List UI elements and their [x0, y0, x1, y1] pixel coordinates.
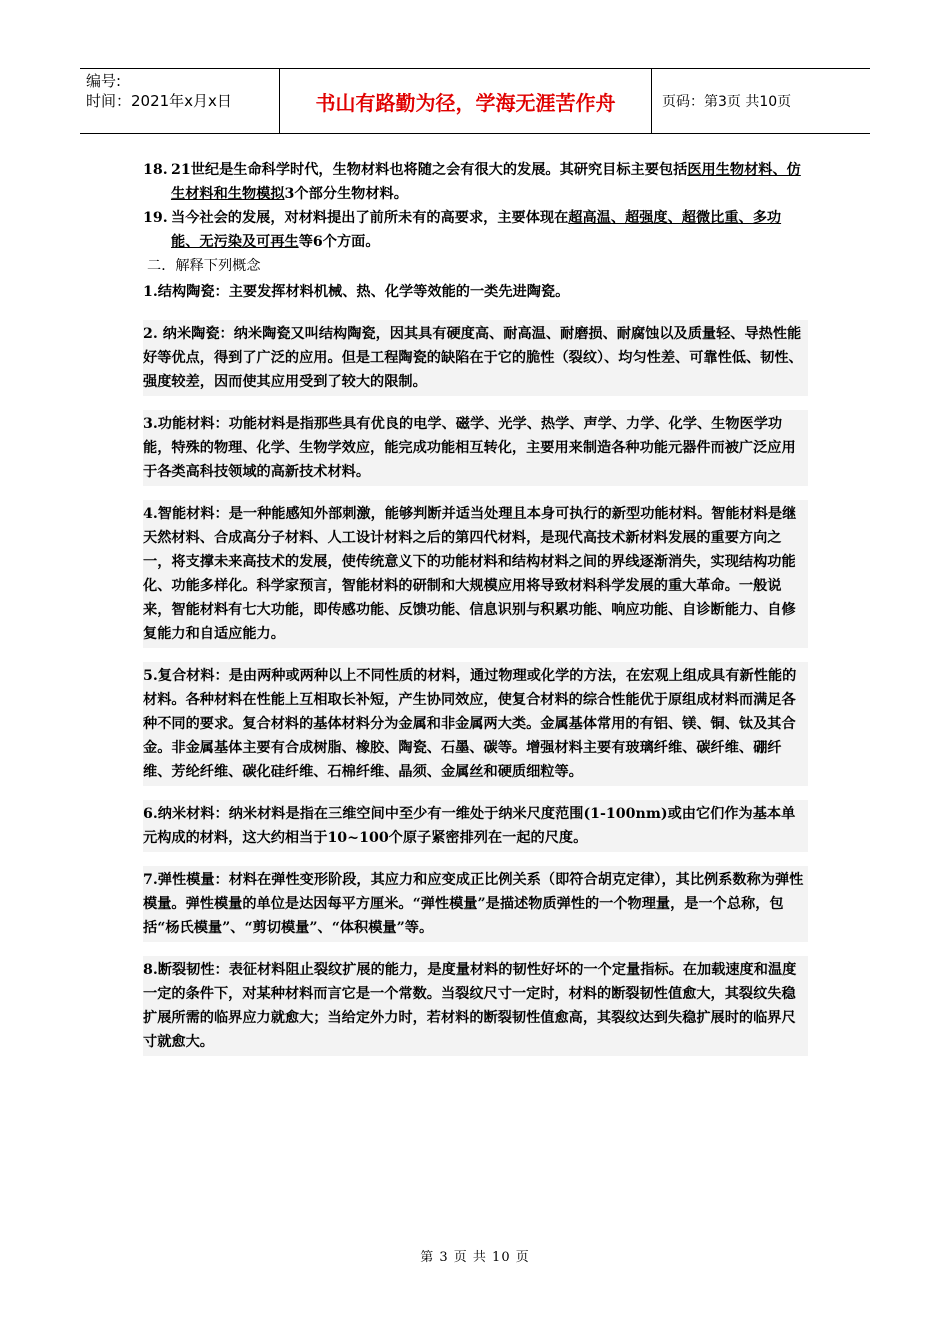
item-text-tail: 3个部分生物材料。: [284, 186, 408, 202]
item-text: [171, 158, 808, 206]
page-footer: 第 3 页 共 10 页: [420, 1250, 530, 1265]
page-header: [80, 68, 870, 134]
concept-nano-ceramics: 2. 纳米陶瓷：纳米陶瓷又叫结构陶瓷，因其具有硬度高、耐高温、耐磨损、耐腐蚀以及质量轻、导热性能好等优点，得到了广泛的应用。但是工程陶瓷的缺陷在于它的脆性（裂纹）、均匀性差、可靠性低、韧性、强度较差，因而使其应用受到了较大的限制。: [143, 320, 808, 396]
header-meta: [80, 69, 280, 133]
concept-composite-materials: 5.复合材料：是由两种或两种以上不同性质的材料，通过物理或化学的方法，在宏观上组成具有新性能的材料。各种材料在性能上互相取长补短，产生协同效应，使复合材料的综合性能优于原组成材料而满足各种不同的要求。复合材料的基体材料分为金属和非金属两大类。金属基体常用的有铝、镁、铜、钛及其合金。非金属基体主要有合成树脂、橡胶、陶瓷、石墨、碳等。增强材料主要有玻璃纤维、碳纤维、硼纤维、芳纶纤维、碳化硅纤维、石棉纤维、晶须、金属丝和硬质细粒等。: [143, 662, 808, 786]
item-text-lead: 21世纪是生命科学时代，生物材料也将随之会有很大的发展。其研究目标主要包括: [171, 162, 688, 178]
header-page-info: 页码：第3页 共10页: [662, 94, 792, 110]
concept-fracture-toughness: 8.断裂韧性：表征材料阻止裂纹扩展的能力，是度量材料的韧性好坏的一个定量指标。在加载速度和温度一定的条件下，对某种材料而言它是一个常数。当裂纹尺寸一定时，材料的断裂韧性值愈大，其裂纹失稳扩展所需的临界应力就愈大；当给定外力时，若材料的断裂韧性值愈高，其裂纹达到失稳扩展时的临界尺寸就愈大。: [143, 956, 808, 1056]
document-number-label: 编号:: [86, 72, 122, 90]
item-text: [171, 206, 808, 254]
item-text-tail: 等6个方面。: [298, 234, 380, 250]
list-item-18: [143, 158, 808, 206]
document-body: [143, 158, 808, 1056]
item-text-lead: 当今社会的发展，对材料提出了前所未有的高要求，主要体现在: [171, 210, 569, 226]
header-motto: 书山有路勤为径，学海无涯苦作舟: [280, 69, 652, 133]
concept-elastic-modulus: 7.弹性模量：材料在弹性变形阶段，其应力和应变成正比例关系（即符合胡克定律），其比例系数称为弹性模量。弹性模量的单位是达因每平方厘米。“弹性模量”是描述物质弹性的一个物理量，是一个总称，包括“杨氏模量”、“剪切模量”、“体积模量”等。: [143, 866, 808, 942]
section-title: 二．解释下列概念: [147, 258, 261, 274]
concept-nano-materials: 6.纳米材料：纳米材料是指在三维空间中至少有一维处于纳米尺度范围(1-100nm)或由它们作为基本单元构成的材料，这大约相当于10~100个原子紧密排列在一起的尺度。: [143, 800, 808, 852]
list-item-19: [143, 206, 808, 254]
concept-functional-materials: 3.功能材料：功能材料是指那些具有优良的电学、磁学、光学、热学、声学、力学、化学、生物医学功能，特殊的物理、化学、生物学效应，能完成功能相互转化，主要用来制造各种功能元器件而被广泛应用于各类高科技领域的高新技术材料。: [143, 410, 808, 486]
item-answer-underlined: 超高温、超强度、超微比重、多功能、无污染及可再生: [171, 210, 782, 250]
item-answer-underlined: 医用生物材料、仿生材料和生物模拟: [171, 162, 801, 202]
concept-structural-ceramics: 1.结构陶瓷：主要发挥材料机械、热、化学等效能的一类先进陶瓷。: [143, 284, 570, 300]
item-number: 19.: [143, 210, 168, 226]
item-number: 18.: [143, 162, 168, 178]
concept-smart-materials: 4.智能材料：是一种能感知外部刺激，能够判断并适当处理且本身可执行的新型功能材料。智能材料是继天然材料、合成高分子材料、人工设计材料之后的第四代材料，是现代高技术新材料发展的重要方向之一，将支撑未来高技术的发展，使传统意义下的功能材料和结构材料之间的界线逐渐消失，实现结构功能化、功能多样化。科学家预言，智能材料的研制和大规模应用将导致材料科学发展的重大革命。一般说来，智能材料有七大功能，即传感功能、反馈功能、信息识别与积累功能、响应功能、自诊断能力、自修复能力和自适应能力。: [143, 500, 808, 648]
document-time-label: 时间：2021年x月x日: [86, 92, 232, 110]
